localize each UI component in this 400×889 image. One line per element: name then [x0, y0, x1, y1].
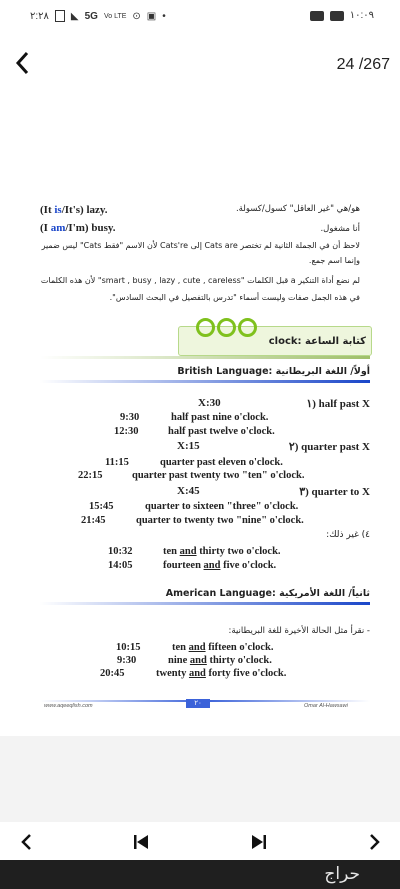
row-text: half past nine o'clock. [171, 412, 269, 423]
row-text: twenty and forty five o'clock. [156, 668, 287, 679]
row-text: quarter past twenty two "ten" o'clock. [132, 470, 305, 481]
example-line-2: (I am/I'm) busy. [40, 222, 116, 234]
system-navigation-bar [0, 860, 400, 889]
example-line-1: (It is/It's) lazy. [40, 204, 108, 216]
row-time: 22:15 [78, 470, 103, 481]
footer-url: www.aqeeqlish.com [44, 703, 93, 709]
clock-left: ٢:٢٨ [30, 10, 49, 22]
nfc-icon: ▣ [146, 10, 157, 22]
decor-rings-icon [196, 318, 257, 337]
row-text: nine and thirty o'clock. [168, 655, 272, 666]
chevron-right-icon [360, 830, 388, 854]
row-text: fourteen and five o'clock. [163, 560, 277, 571]
battery-icon [330, 11, 344, 21]
bottom-navigation [0, 822, 400, 860]
rule-1-label: ١) half past X [306, 398, 370, 410]
viewer-background [0, 736, 400, 822]
last-page-button[interactable] [244, 830, 272, 854]
american-heading: ثانياً/ اللغة الأمريكية :American Language [165, 588, 370, 599]
first-page-button[interactable] [128, 830, 156, 854]
rule-2-label: ٢) quarter past X [288, 441, 370, 453]
row-time: 21:45 [81, 515, 106, 526]
record-icon [310, 11, 324, 21]
rule-3-pattern: X:45 [177, 485, 200, 497]
clock-right: ١٠:٠٩ [349, 10, 374, 21]
row-text: quarter past eleven o'clock. [160, 457, 283, 468]
divider [40, 356, 370, 359]
row-text: ten and fifteen o'clock. [172, 642, 274, 653]
row-time: 11:15 [105, 457, 129, 468]
back-button[interactable] [10, 48, 36, 78]
document-page [0, 96, 400, 738]
chevron-left-icon [10, 48, 36, 78]
row-text: quarter to twenty two "nine" o'clock. [136, 515, 304, 526]
skip-previous-icon [128, 830, 156, 854]
location-icon: ⊙ [132, 10, 141, 22]
rule-2-pattern: X:15 [177, 440, 200, 452]
skip-next-icon [244, 830, 272, 854]
british-heading: أولاً/ اللغة البريطانية :British Language [177, 366, 370, 377]
row-time: 9:30 [117, 655, 137, 666]
network-label: 5G [84, 10, 98, 22]
divider [40, 602, 370, 605]
rule-4-label: ٤) غير ذلك: [326, 530, 370, 540]
footer-page-number: ٢٠ [186, 699, 210, 708]
grammar-note-2: لم نضع أداة التنكير a قبل الكلمات "smart , busy , lazy , cute , careless" لأن هذه الكلمات في هذه الجمل صفات وليست أسماء "تدرس بالتفصيل في البحث السادس". [40, 276, 360, 302]
american-note: - نقرأ مثل الحالة الأخيرة للغة البريطانية: [228, 626, 370, 636]
row-text: ten and thirty two o'clock. [163, 546, 281, 557]
dot-icon: • [162, 10, 166, 22]
row-time: 12:30 [114, 426, 139, 437]
row-time: 14:05 [108, 560, 133, 571]
row-time: 15:45 [89, 501, 114, 512]
row-time: 20:45 [100, 668, 125, 679]
next-page-button[interactable] [360, 830, 388, 854]
sim-icon [55, 10, 65, 22]
example-line-2-ar: أنا مشغول. [320, 224, 360, 234]
signal-icon: ◣ [70, 10, 79, 22]
row-time: 9:30 [120, 412, 140, 423]
example-line-1-ar: هو/هي "غير العاقل" كسول/كسولة. [235, 204, 360, 214]
row-time: 10:32 [108, 546, 133, 557]
status-bar [0, 0, 400, 34]
row-time: 10:15 [116, 642, 141, 653]
row-text: half past twelve o'clock. [168, 426, 275, 437]
chevron-left-icon [14, 830, 42, 854]
footer-author: Omar Al-Hawsawi [304, 703, 348, 709]
divider [40, 380, 370, 383]
rule-1-pattern: X:30 [198, 397, 221, 409]
viewer-toolbar [0, 38, 400, 92]
row-text: quarter to sixteen "three" o'clock. [145, 501, 299, 512]
prev-page-button[interactable] [14, 830, 42, 854]
volte-label: Vo LTE [103, 12, 127, 20]
grammar-note-1: لاحظ أن في الجملة الثانية لم تختصر Cats are إلى Cats're لأن الاسم "فقط Cats" ليس ضمير وإنما اسم جمع. [41, 241, 360, 265]
page-indicator: 24 /267 [336, 56, 390, 73]
watermark-logo: حراج [324, 864, 360, 884]
rule-3-label: ٣) quarter to X [299, 486, 370, 498]
section-title: كتابة الساعة :clock [268, 336, 366, 347]
